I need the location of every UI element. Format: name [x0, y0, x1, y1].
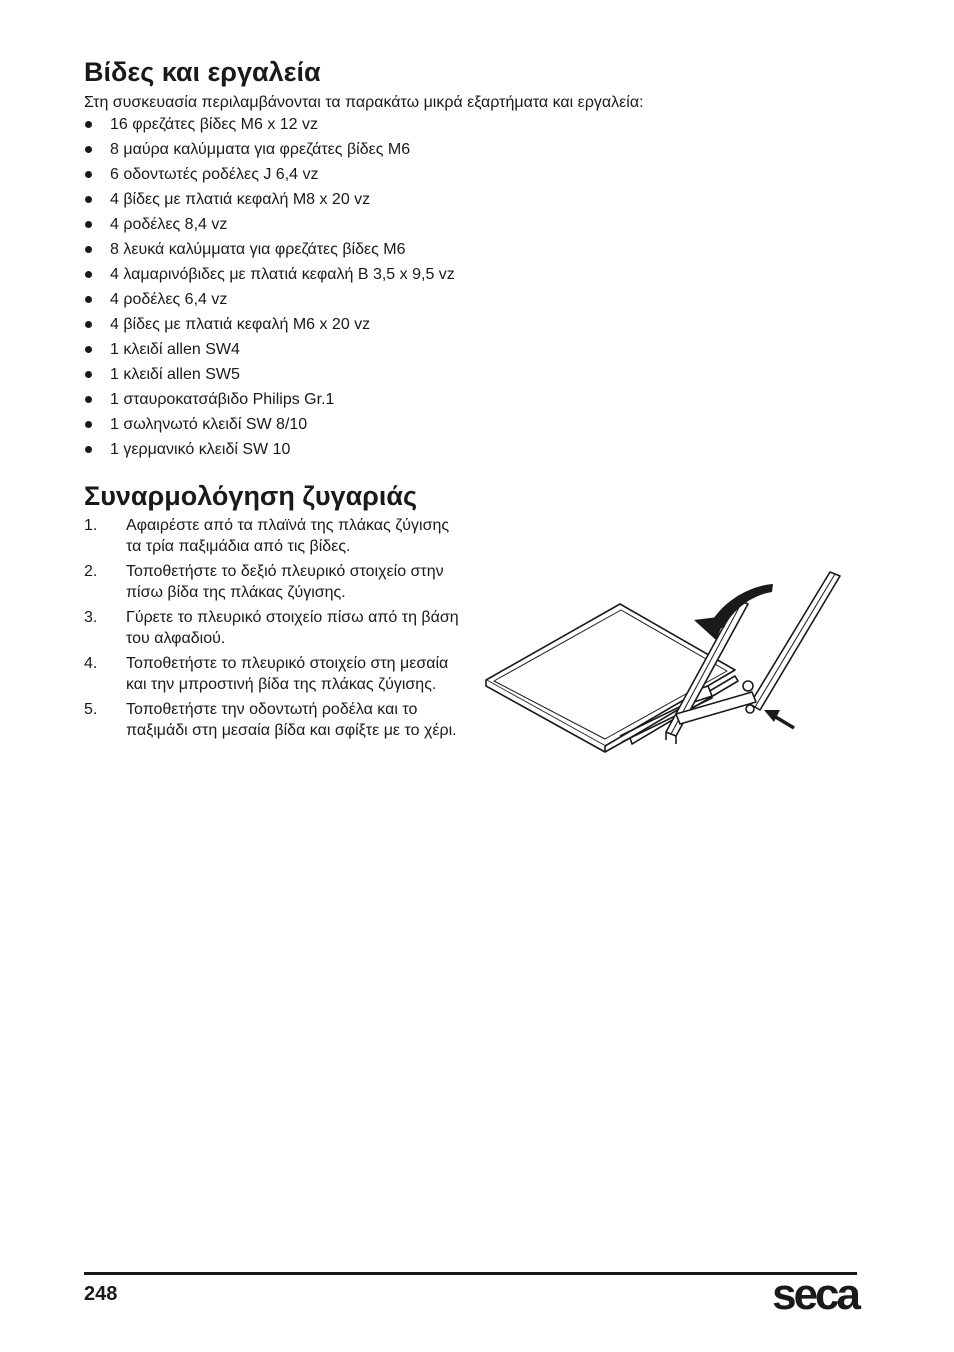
- bullet-icon: [85, 396, 92, 403]
- section-intro: Στη συσκευασία περιλαμβάνονται τα παρακάτω μικρά εξαρτήματα και εργαλεία:: [84, 94, 644, 111]
- bullet-icon: [85, 121, 92, 128]
- bullet-icon: [85, 246, 92, 253]
- step-text: Τοποθετήστε το δεξιό πλευρικό στοιχείο στην πίσω βίδα της πλάκας ζύγισης.: [126, 563, 444, 601]
- list-item: 1 σωληνωτό κλειδί SW 8/10: [84, 414, 455, 439]
- list-item: 4 ροδέλες 6,4 vz: [84, 289, 455, 314]
- footer-rule: [84, 1272, 857, 1275]
- bullet-icon: [85, 146, 92, 153]
- list-item: 1 κλειδί allen SW4: [84, 339, 455, 364]
- bullet-icon: [85, 371, 92, 378]
- bullet-icon: [85, 171, 92, 178]
- list-item: 16 φρεζάτες βίδες M6 x 12 vz: [84, 114, 455, 139]
- list-item: 1 κλειδί allen SW5: [84, 364, 455, 389]
- step-item: [84, 515, 464, 557]
- step-item: [84, 653, 464, 695]
- bullet-icon: [85, 196, 92, 203]
- assembly-steps: [84, 515, 464, 745]
- step-number: 1.: [84, 517, 98, 534]
- page-number: 248: [84, 1283, 118, 1305]
- bullet-icon: [85, 446, 92, 453]
- list-item: 8 μαύρα καλύμματα για φρεζάτες βίδες M6: [84, 139, 455, 164]
- bullet-icon: [85, 296, 92, 303]
- step-text: Γύρετε το πλευρικό στοιχείο πίσω από τη βάση του αλφαδιού.: [126, 609, 459, 647]
- step-item: [84, 699, 464, 741]
- push-arrow-icon: [774, 716, 794, 728]
- list-item: 4 βίδες με πλατιά κεφαλή M8 x 20 vz: [84, 189, 455, 214]
- bullet-icon: [85, 346, 92, 353]
- step-text: Τοποθετήστε το πλευρικό στοιχείο στη μεσαία και την μπροστινή βίδα της πλάκας ζύγισης.: [126, 655, 449, 693]
- section-title-screws-tools: Βίδες και εργαλεία: [84, 57, 321, 87]
- bullet-icon: [85, 321, 92, 328]
- bullet-icon: [85, 271, 92, 278]
- bullet-icon: [85, 421, 92, 428]
- list-item: 4 λαμαρινόβιδες με πλατιά κεφαλή B 3,5 x 9,5 vz: [84, 264, 455, 289]
- step-item: [84, 561, 464, 603]
- list-item: 4 βίδες με πλατιά κεφαλή M6 x 20 vz: [84, 314, 455, 339]
- assembly-illustration: [480, 568, 860, 758]
- list-item: 1 σταυροκατσάβιδο Philips Gr.1: [84, 389, 455, 414]
- step-text: Αφαιρέστε από τα πλαϊνά της πλάκας ζύγισης τα τρία παξιμάδια από τις βίδες.: [126, 517, 450, 555]
- step-text: Τοποθετήστε την οδοντωτή ροδέλα και το παξιμάδι στη μεσαία βίδα και σφίξτε με το χέρι.: [126, 701, 457, 739]
- list-item: 4 ροδέλες 8,4 vz: [84, 214, 455, 239]
- bullet-icon: [85, 221, 92, 228]
- list-item: 8 λευκά καλύμματα για φρεζάτες βίδες M6: [84, 239, 455, 264]
- step-number: 3.: [84, 609, 98, 626]
- parts-list: [84, 114, 455, 464]
- step-number: 2.: [84, 563, 98, 580]
- step-number: 4.: [84, 655, 98, 672]
- section-title-assembly: Συναρμολόγηση ζυγαριάς: [84, 481, 418, 511]
- list-item: 6 οδοντωτές ροδέλες J 6,4 vz: [84, 164, 455, 189]
- step-number: 5.: [84, 701, 98, 718]
- step-item: [84, 607, 464, 649]
- seca-logo: seca: [772, 1270, 858, 1319]
- list-item: 1 γερμανικό κλειδί SW 10: [84, 439, 455, 464]
